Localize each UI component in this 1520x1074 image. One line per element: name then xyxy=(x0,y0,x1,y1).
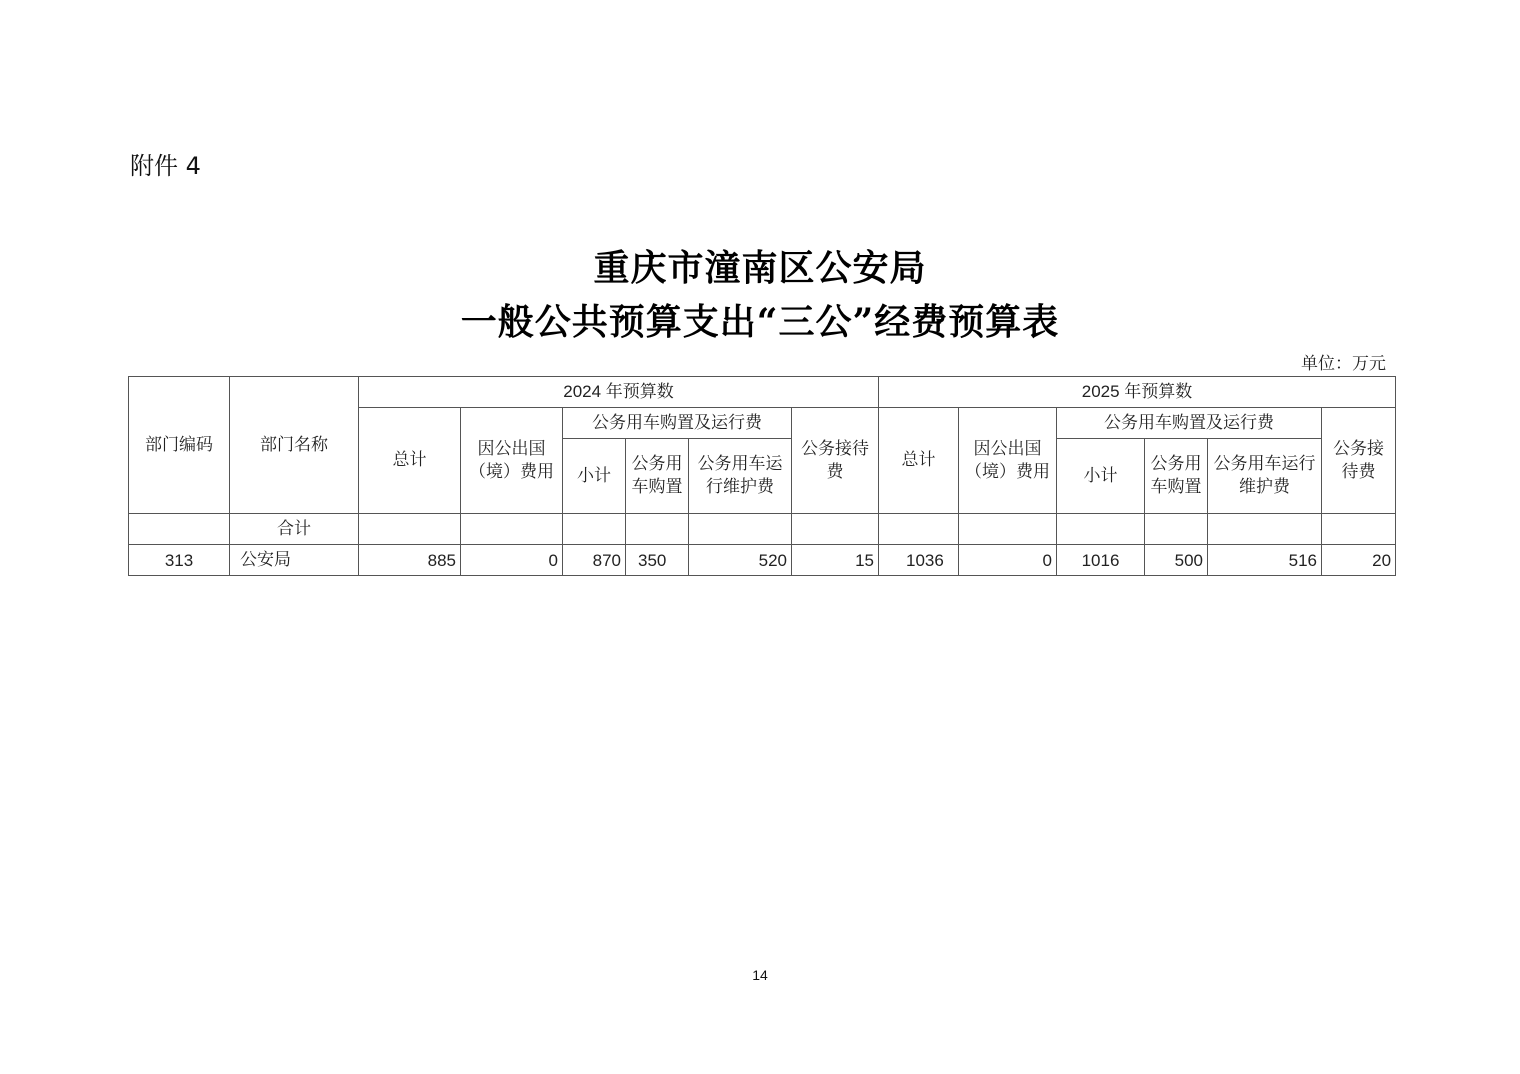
y2025-operation-cell: 516 xyxy=(1208,545,1322,576)
y2025-purchase-cell: 500 xyxy=(1145,545,1208,576)
total-row xyxy=(129,514,1396,545)
header-year-2024: 2024 年预算数 xyxy=(359,377,879,408)
header-2024-total: 总计 xyxy=(359,408,461,514)
header-2025-vehicle-group: 公务用车购置及运行费 xyxy=(1057,408,1322,439)
total-cell xyxy=(1208,514,1322,545)
table-row xyxy=(129,545,1396,576)
dept-name-cell: 公安局 xyxy=(230,545,359,576)
header-dept-code: 部门编码 xyxy=(129,377,230,514)
header-2024-vehicle-operation: 公务用车运行维护费 xyxy=(689,439,792,514)
dept-code-cell: 313 xyxy=(129,545,230,576)
total-cell xyxy=(879,514,959,545)
y2025-reception-cell: 20 xyxy=(1322,545,1396,576)
y2024-operation-cell: 520 xyxy=(689,545,792,576)
y2024-abroad-cell: 0 xyxy=(461,545,563,576)
header-2024-abroad: 因公出国（境）费用 xyxy=(461,408,563,514)
y2025-abroad-cell: 0 xyxy=(959,545,1057,576)
total-row-label: 合计 xyxy=(230,514,359,545)
unit-label: 单位：万元 xyxy=(1301,354,1386,374)
y2024-subtotal-cell: 870 xyxy=(563,545,626,576)
page-number: 14 xyxy=(752,967,768,983)
header-dept-name: 部门名称 xyxy=(230,377,359,514)
budget-table xyxy=(128,376,1396,576)
total-cell xyxy=(1322,514,1396,545)
header-2025-vehicle-operation: 公务用车运行维护费 xyxy=(1208,439,1322,514)
y2024-purchase-cell: 350 xyxy=(626,545,689,576)
total-cell xyxy=(461,514,563,545)
document-title-line1: 重庆市潼南区公安局 xyxy=(593,247,927,289)
header-year-2025: 2025 年预算数 xyxy=(879,377,1396,408)
total-cell xyxy=(1145,514,1208,545)
total-cell xyxy=(792,514,879,545)
header-2025-total: 总计 xyxy=(879,408,959,514)
total-cell xyxy=(563,514,626,545)
total-cell xyxy=(959,514,1057,545)
y2024-total-cell: 885 xyxy=(359,545,461,576)
y2025-subtotal-cell: 1016 xyxy=(1057,545,1145,576)
attachment-label: 附件 4 xyxy=(130,152,201,180)
document-title-line2: 一般公共预算支出“三公”经费预算表 xyxy=(460,301,1060,343)
header-2024-vehicle-purchase: 公务用车购置 xyxy=(626,439,689,514)
total-cell xyxy=(626,514,689,545)
total-cell xyxy=(359,514,461,545)
header-2024-vehicle-group: 公务用车购置及运行费 xyxy=(563,408,792,439)
y2025-total-cell: 1036 xyxy=(879,545,959,576)
header-2025-abroad: 因公出国（境）费用 xyxy=(959,408,1057,514)
header-2025-reception: 公务接待费 xyxy=(1322,408,1396,514)
header-2025-vehicle-purchase: 公务用车购置 xyxy=(1145,439,1208,514)
header-2024-reception: 公务接待费 xyxy=(792,408,879,514)
total-cell xyxy=(689,514,792,545)
total-code-cell xyxy=(129,514,230,545)
total-cell xyxy=(1057,514,1145,545)
header-2025-subtotal: 小计 xyxy=(1057,439,1145,514)
y2024-reception-cell: 15 xyxy=(792,545,879,576)
header-2024-subtotal: 小计 xyxy=(563,439,626,514)
